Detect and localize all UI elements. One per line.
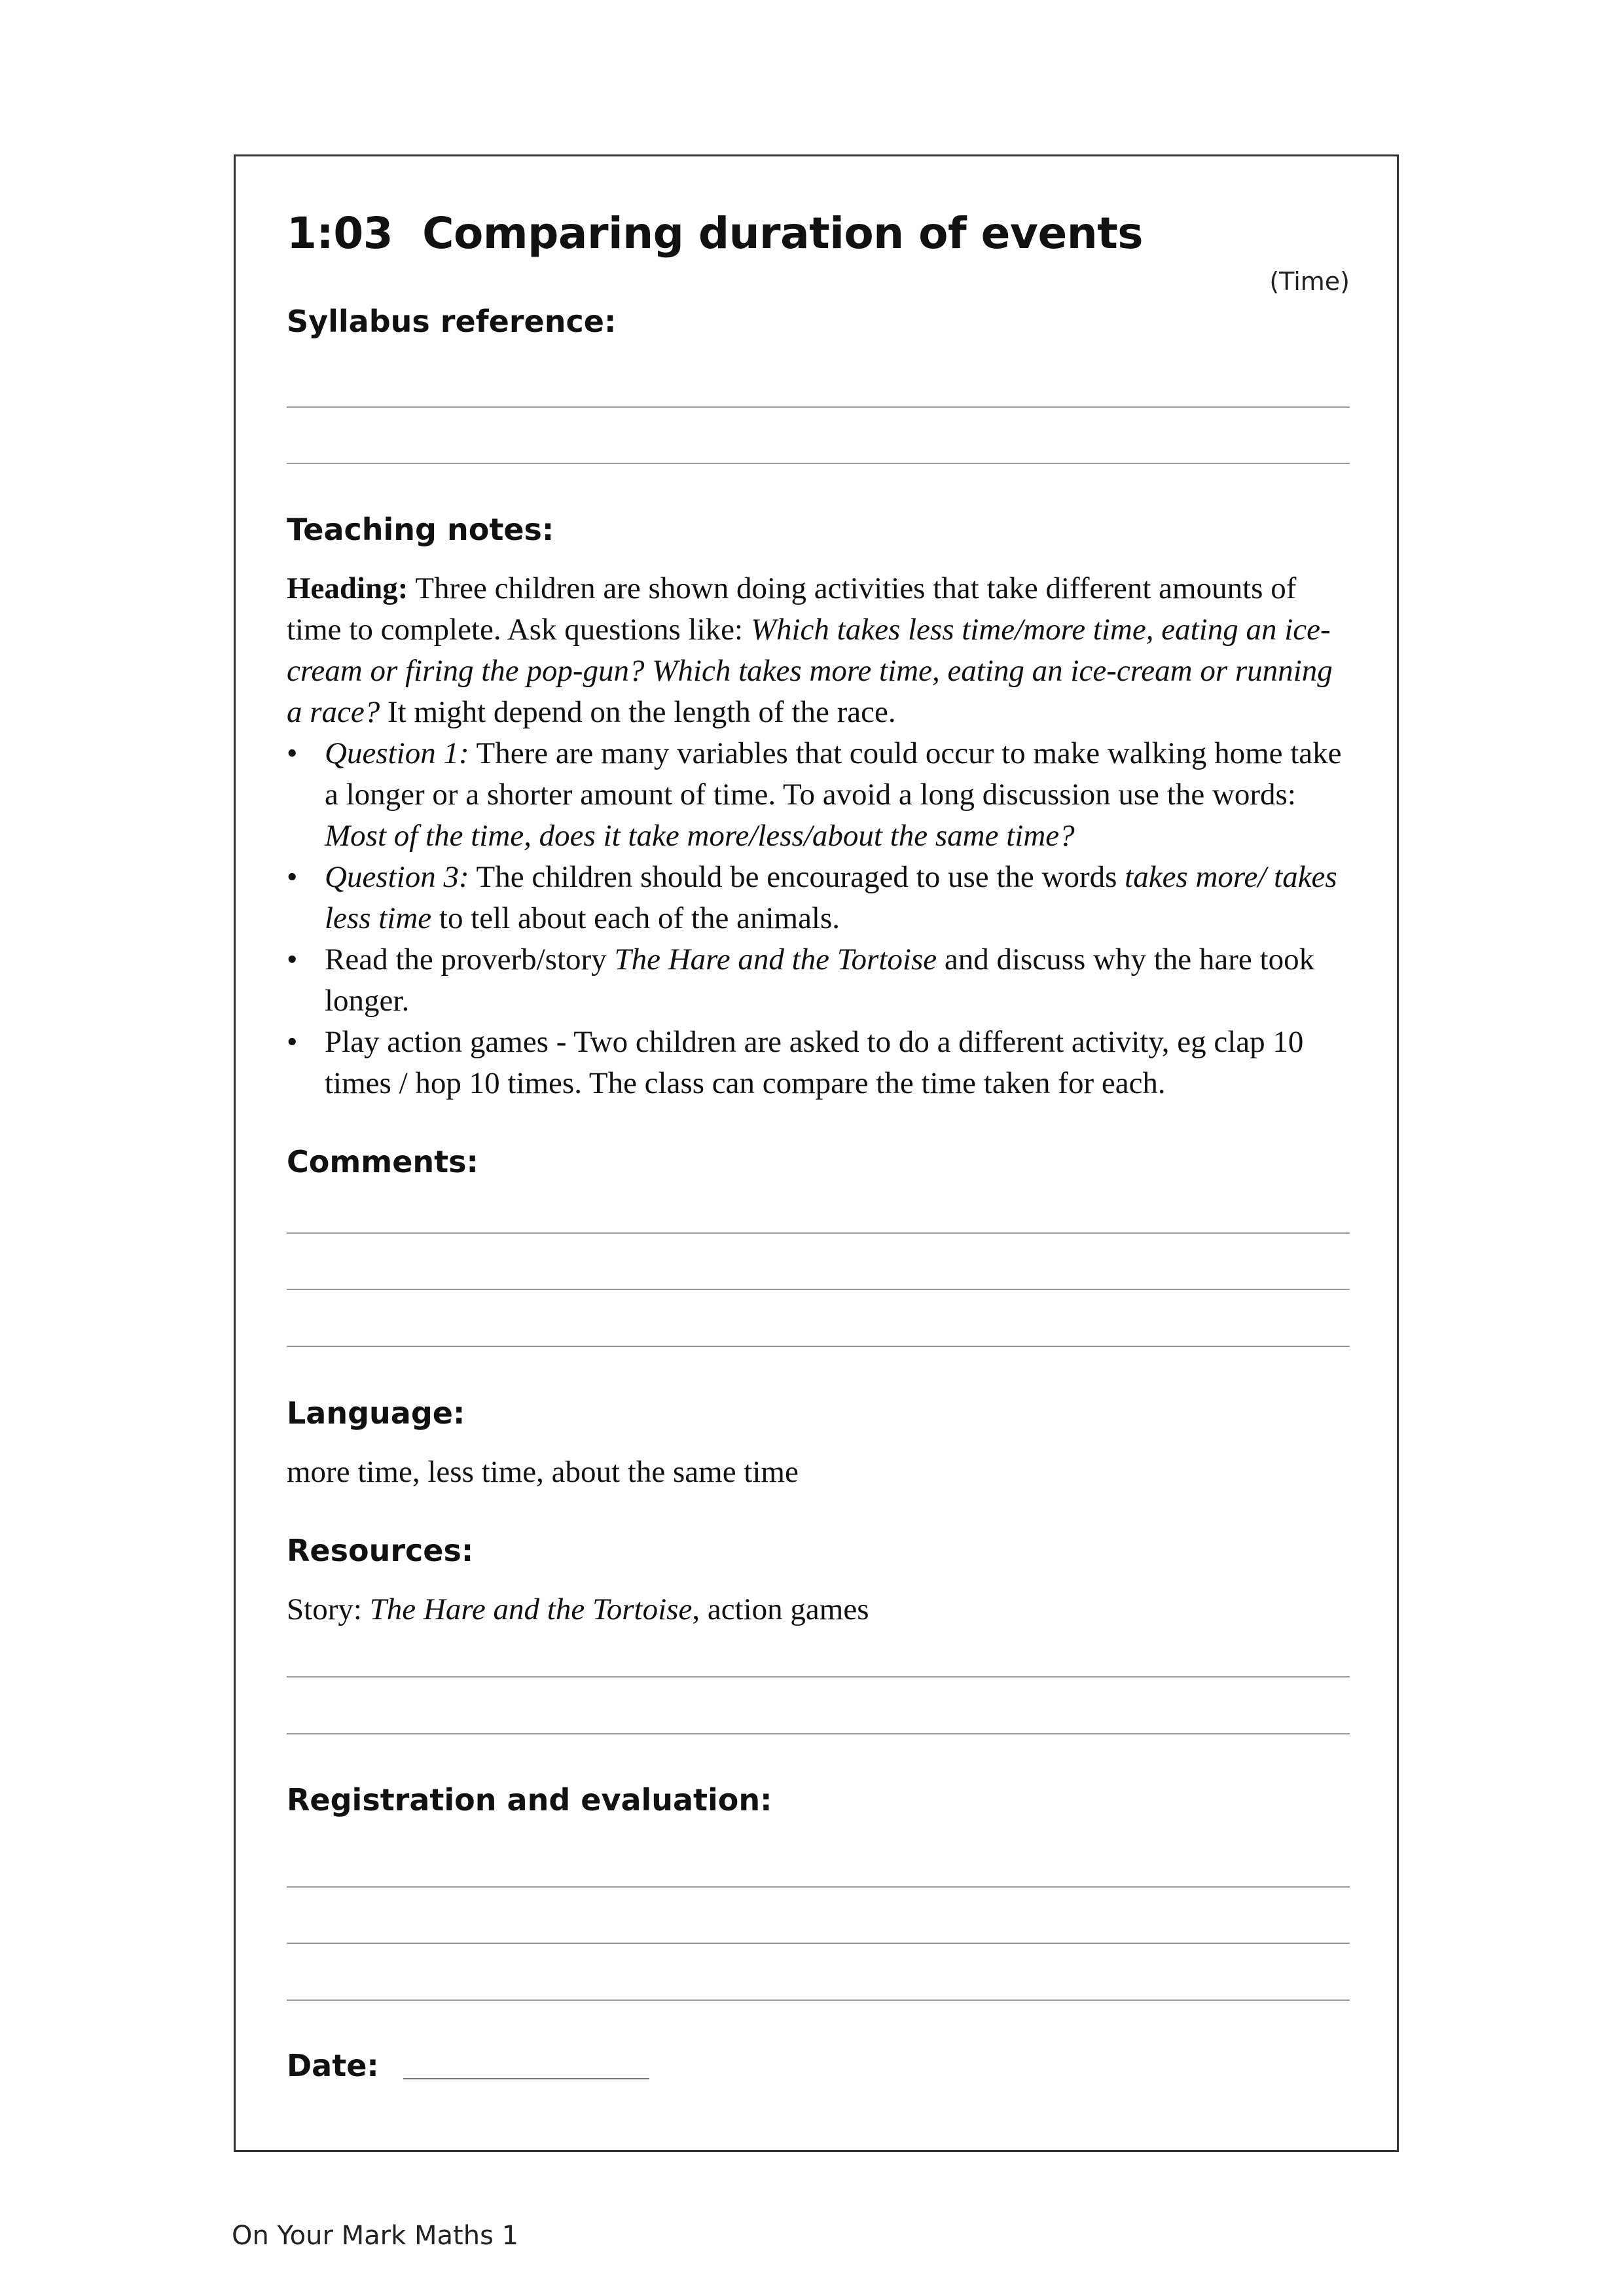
- bullet-text-end: to tell about each of the animals.: [431, 901, 840, 935]
- date-line[interactable]: [403, 2078, 649, 2079]
- language-heading: Language:: [287, 1395, 465, 1431]
- resources-line-2[interactable]: [287, 1733, 1350, 1734]
- teaching-notes-heading: Teaching notes:: [287, 512, 554, 547]
- teaching-notes-body: [287, 568, 1354, 1104]
- syllabus-line-1[interactable]: [287, 406, 1350, 408]
- bullet-question-1: [287, 733, 1354, 857]
- bullet-label: Question 1:: [325, 736, 469, 770]
- resources-text: [287, 1589, 1354, 1630]
- bullet-text: There are many variables that could occur to make walking home take a longer or a shorter amount of time. To avoid a long discussion use the words:: [325, 736, 1342, 812]
- comments-line-2[interactable]: [287, 1289, 1350, 1290]
- subject-label: (Time): [1269, 267, 1350, 296]
- comments-line-1[interactable]: [287, 1232, 1350, 1234]
- resources-line-1[interactable]: [287, 1676, 1350, 1677]
- resources-heading: Resources:: [287, 1533, 474, 1568]
- resources-suffix: , action games: [692, 1592, 869, 1626]
- bullet-italic: Most of the time, does it take more/less/about the same time?: [325, 819, 1075, 853]
- bullet-question-3: [287, 857, 1354, 939]
- resources-prefix: Story:: [287, 1592, 370, 1626]
- syllabus-line-2[interactable]: [287, 463, 1350, 464]
- intro-text: Three children are shown doing activities that take different amounts of time to complete. Ask questions like:: [287, 571, 1297, 647]
- intro-italic: Which takes less time/more time, eating an ice-cream or firing the pop-gun? Which takes more time, eating an ice-cream or running a race?: [287, 613, 1333, 729]
- registration-line-3[interactable]: [287, 2000, 1350, 2001]
- heading-label: Heading:: [287, 571, 408, 605]
- bullet-text: Play action games - Two children are asked to do a different activity, eg clap 10 times / hop 10 times. The class can compare the time taken for each.: [325, 1025, 1304, 1100]
- bullet-label: Question 3:: [325, 860, 469, 894]
- bullet-italic: takes more/ takes less time: [325, 860, 1337, 935]
- bullet-italic: The Hare and the Tortoise: [614, 942, 937, 977]
- teaching-bullets: [287, 733, 1354, 1104]
- resources-italic: The Hare and the Tortoise: [369, 1592, 693, 1626]
- intro-end: It might depend on the length of the race.: [380, 695, 896, 729]
- bullet-action-games: [287, 1022, 1354, 1104]
- registration-heading: Registration and evaluation:: [287, 1782, 772, 1818]
- footer-text: On Your Mark Maths 1: [232, 2221, 519, 2251]
- language-text: more time, less time, about the same time: [287, 1455, 799, 1489]
- bullet-proverb: [287, 939, 1354, 1022]
- bullet-text-end: and discuss why the hare took longer.: [325, 942, 1315, 1018]
- registration-line-1[interactable]: [287, 1886, 1350, 1888]
- comments-heading: Comments:: [287, 1144, 478, 1179]
- syllabus-heading: Syllabus reference:: [287, 304, 617, 339]
- bullet-text: The children should be encouraged to use the words: [469, 860, 1125, 894]
- date-heading: Date:: [287, 2048, 379, 2083]
- page-title: 1:03 Comparing duration of events: [287, 208, 1144, 259]
- comments-line-3[interactable]: [287, 1346, 1350, 1347]
- registration-line-2[interactable]: [287, 1943, 1350, 1944]
- bullet-text: Read the proverb/story: [325, 942, 615, 977]
- heading-paragraph: [287, 568, 1354, 733]
